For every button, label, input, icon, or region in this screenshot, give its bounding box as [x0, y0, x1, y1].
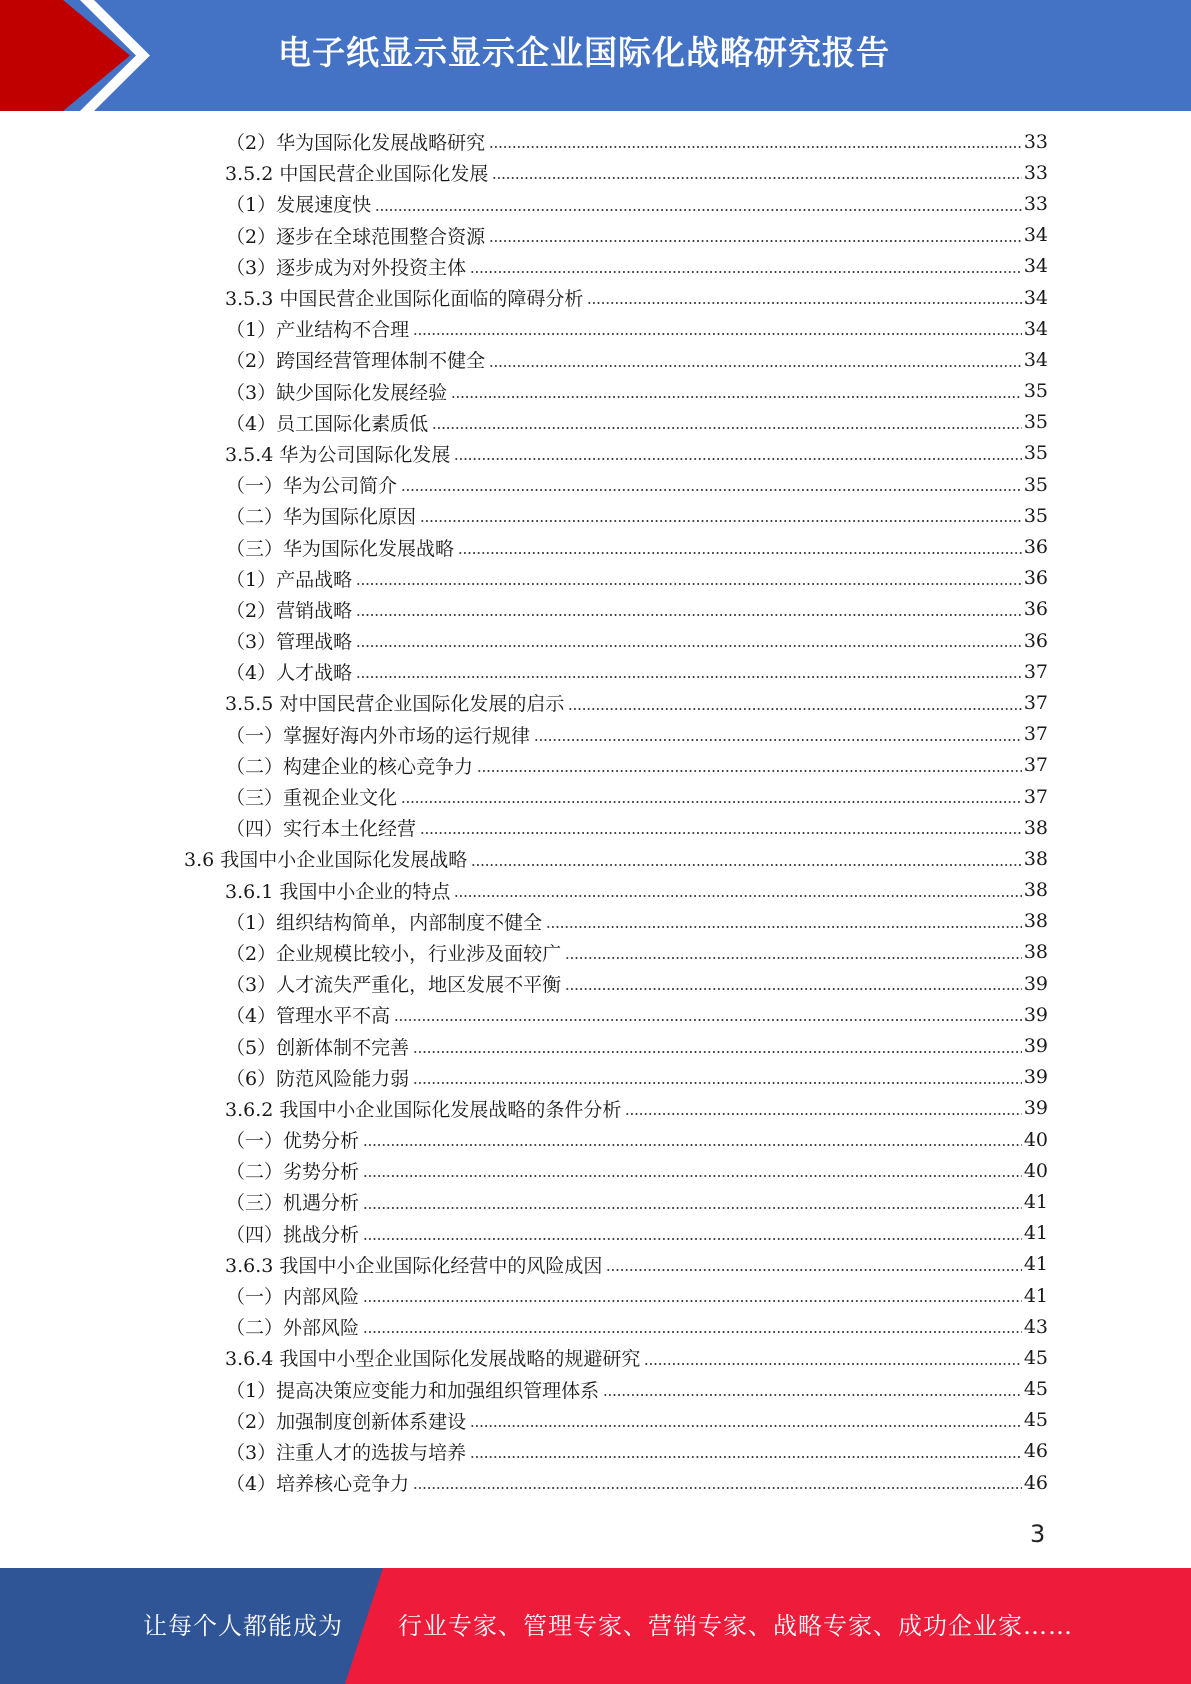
toc-entry[interactable]	[0, 1155, 1191, 1186]
toc-dot-leader	[356, 614, 1022, 616]
toc-dot-leader	[356, 583, 1022, 585]
toc-entry-page: 39	[1023, 972, 1048, 995]
toc-entry[interactable]	[0, 625, 1191, 656]
toc-entry-label: （4）人才战略	[226, 662, 353, 685]
toc-entry-page: 36	[1023, 629, 1048, 652]
toc-entry[interactable]	[0, 1124, 1191, 1155]
toc-entry-label: （一）内部风险	[226, 1286, 360, 1309]
toc-entry-page: 38	[1023, 941, 1048, 964]
toc-entry-label: （一）华为公司简介	[226, 475, 398, 498]
footer-slogan-left: 让每个人都能成为	[143, 1612, 343, 1640]
toc-entry[interactable]	[0, 1093, 1191, 1124]
toc-dot-leader	[413, 1487, 1022, 1489]
toc-entry-label: （1）提高决策应变能力和加强组织管理体系	[226, 1379, 600, 1402]
toc-entry-label: （四）挑战分析	[226, 1223, 360, 1246]
toc-entry-label: （二）华为国际化原因	[226, 506, 417, 529]
toc-entry[interactable]	[0, 1467, 1191, 1498]
toc-dot-leader	[356, 645, 1022, 647]
toc-entry-label: （二）劣势分析	[226, 1161, 360, 1184]
toc-entry-page: 38	[1023, 910, 1048, 933]
toc-dot-leader	[644, 1363, 1021, 1365]
toc-entry-label: 3.6.4 我国中小型企业国际化发展战略的规避研究	[225, 1348, 641, 1371]
toc-entry[interactable]	[0, 937, 1191, 968]
toc-entry-label: （2）跨国经营管理体制不健全	[226, 350, 486, 373]
toc-entry-page: 45	[1023, 1378, 1048, 1401]
toc-entry-page: 41	[1023, 1190, 1048, 1213]
toc-entry-label: 3.6.2 我国中小企业国际化发展战略的条件分析	[225, 1098, 622, 1121]
toc-entry-page: 36	[1023, 598, 1048, 621]
toc-entry[interactable]	[0, 594, 1191, 625]
toc-entry-page: 34	[1023, 224, 1048, 247]
toc-entry-label: （1）组织结构简单，内部制度不健全	[226, 911, 543, 934]
toc-entry[interactable]	[0, 1062, 1191, 1093]
toc-entry-page: 37	[1023, 754, 1048, 777]
toc-entry[interactable]	[0, 1342, 1191, 1373]
toc-dot-leader	[489, 240, 1022, 242]
toc-dot-leader	[451, 396, 1022, 398]
toc-entry-label: （4）管理水平不高	[226, 1005, 391, 1028]
toc-entry[interactable]	[0, 1249, 1191, 1280]
toc-entry[interactable]	[0, 220, 1191, 251]
toc-entry[interactable]	[0, 656, 1191, 687]
toc-entry-label: （2）加强制度创新体系建设	[226, 1410, 467, 1433]
toc-dot-leader	[470, 1456, 1022, 1458]
toc-entry[interactable]	[0, 1311, 1191, 1342]
toc-entry-label: 3.5.3 中国民营企业国际化面临的障碍分析	[225, 288, 584, 311]
toc-entry[interactable]	[0, 1280, 1191, 1311]
toc-entry-page: 36	[1023, 536, 1048, 559]
toc-dot-leader	[603, 1394, 1022, 1396]
toc-entry-page: 34	[1023, 317, 1048, 340]
toc-dot-leader	[565, 957, 1022, 959]
toc-dot-leader	[489, 365, 1022, 367]
document-title: 电子纸显示显示企业国际化战略研究报告	[278, 33, 890, 72]
toc-entry[interactable]	[0, 999, 1191, 1030]
toc-entry[interactable]	[0, 376, 1191, 407]
toc-dot-leader	[477, 770, 1022, 772]
toc-dot-leader	[363, 1238, 1022, 1240]
toc-entry-page: 35	[1023, 442, 1048, 465]
toc-entry-page: 38	[1023, 847, 1048, 870]
toc-entry-page: 34	[1023, 286, 1048, 309]
table-of-contents	[0, 126, 1191, 1498]
toc-entry-label: （2）华为国际化发展战略研究	[226, 132, 486, 155]
toc-entry-page: 36	[1023, 567, 1048, 590]
toc-dot-leader	[432, 427, 1022, 429]
toc-entry-label: （三）重视企业文化	[226, 787, 398, 810]
toc-entry[interactable]	[0, 781, 1191, 812]
toc-entry-page: 38	[1023, 816, 1048, 839]
toc-entry-page: 45	[1023, 1346, 1048, 1369]
toc-entry-page: 35	[1023, 473, 1048, 496]
toc-entry[interactable]	[0, 344, 1191, 375]
toc-entry-page: 39	[1023, 1003, 1048, 1026]
toc-entry-label: 3.5.5 对中国民营企业国际化发展的启示	[225, 693, 565, 716]
toc-entry[interactable]	[0, 438, 1191, 469]
toc-entry-page: 33	[1023, 192, 1048, 215]
toc-entry[interactable]	[0, 282, 1191, 313]
toc-entry-label: （3）人才流失严重化，地区发展不平衡	[226, 974, 562, 997]
toc-entry[interactable]	[0, 1218, 1191, 1249]
toc-dot-leader	[363, 1144, 1022, 1146]
toc-entry-page: 34	[1023, 348, 1048, 371]
toc-entry[interactable]	[0, 313, 1191, 344]
toc-entry-page: 41	[1023, 1284, 1048, 1307]
toc-dot-leader	[413, 1051, 1022, 1053]
footer-slogan-right: 行业专家、管理专家、营销专家、战略专家、成功企业家……	[398, 1612, 1073, 1640]
toc-entry-page: 46	[1023, 1471, 1048, 1494]
toc-entry-label: （2）企业规模比较小，行业涉及面较广	[226, 942, 562, 965]
toc-dot-leader	[420, 520, 1022, 522]
toc-entry[interactable]	[0, 407, 1191, 438]
toc-entry-label: （2）营销战略	[226, 599, 353, 622]
toc-entry-label: （四）实行本土化经营	[226, 818, 417, 841]
toc-entry-page: 34	[1023, 255, 1048, 278]
toc-entry-page: 46	[1023, 1440, 1048, 1463]
toc-entry-page: 39	[1023, 1035, 1048, 1058]
toc-dot-leader	[568, 708, 1021, 710]
toc-entry-label: 3.6.1 我国中小企业的特点	[225, 880, 451, 903]
toc-dot-leader	[492, 177, 1021, 179]
toc-entry[interactable]	[0, 1405, 1191, 1436]
page-header	[0, 0, 1191, 111]
toc-entry-page: 38	[1023, 879, 1048, 902]
toc-dot-leader	[458, 552, 1022, 554]
toc-entry-page: 41	[1023, 1253, 1048, 1276]
toc-dot-leader	[454, 895, 1021, 897]
toc-dot-leader	[420, 832, 1022, 834]
toc-dot-leader	[363, 1331, 1022, 1333]
toc-entry-page: 39	[1023, 1066, 1048, 1089]
toc-entry-page: 35	[1023, 504, 1048, 527]
page-footer	[0, 1568, 1191, 1684]
toc-dot-leader	[401, 801, 1022, 803]
toc-entry-label: 3.5.4 华为公司国际化发展	[225, 443, 451, 466]
toc-dot-leader	[401, 489, 1022, 491]
toc-dot-leader	[489, 146, 1022, 148]
toc-entry[interactable]	[0, 906, 1191, 937]
toc-entry[interactable]	[0, 1186, 1191, 1217]
toc-entry-label: （5）创新体制不完善	[226, 1036, 410, 1059]
toc-entry-label: （二）外部风险	[226, 1317, 360, 1340]
toc-entry[interactable]	[0, 875, 1191, 906]
toc-entry-label: （一）优势分析	[226, 1130, 360, 1153]
toc-entry[interactable]	[0, 812, 1191, 843]
toc-dot-leader	[534, 739, 1022, 741]
toc-dot-leader	[413, 333, 1022, 335]
toc-entry[interactable]	[0, 188, 1191, 219]
toc-dot-leader	[413, 1082, 1022, 1084]
toc-dot-leader	[470, 271, 1022, 273]
toc-entry-label: （1）发展速度快	[226, 194, 372, 217]
toc-entry-page: 37	[1023, 660, 1048, 683]
toc-entry-label: （4）培养核心竞争力	[226, 1473, 410, 1496]
toc-entry-page: 35	[1023, 411, 1048, 434]
toc-entry-page: 33	[1023, 161, 1048, 184]
toc-entry-page: 37	[1023, 785, 1048, 808]
toc-entry[interactable]	[0, 469, 1191, 500]
toc-entry-label: 3.6 我国中小企业国际化发展战略	[184, 849, 468, 872]
toc-entry-label: （3）缺少国际化发展经验	[226, 381, 448, 404]
toc-entry-label: （3）逐步成为对外投资主体	[226, 256, 467, 279]
toc-entry-label: 3.5.2 中国民营企业国际化发展	[225, 163, 489, 186]
toc-entry-page: 37	[1023, 723, 1048, 746]
toc-entry[interactable]	[0, 500, 1191, 531]
toc-entry-label: （3）注重人才的选拔与培养	[226, 1441, 467, 1464]
toc-dot-leader	[546, 926, 1022, 928]
toc-dot-leader	[606, 1269, 1021, 1271]
toc-entry[interactable]	[0, 251, 1191, 282]
toc-entry-label: （1）产业结构不合理	[226, 319, 410, 342]
toc-entry-label: （4）员工国际化素质低	[226, 412, 429, 435]
toc-dot-leader	[363, 1175, 1022, 1177]
toc-entry-label: （6）防范风险能力弱	[226, 1067, 410, 1090]
toc-dot-leader	[363, 1207, 1022, 1209]
toc-entry[interactable]	[0, 126, 1191, 157]
header-arrow-decoration	[0, 0, 160, 111]
toc-dot-leader	[454, 458, 1021, 460]
toc-entry-label: （三）机遇分析	[226, 1192, 360, 1215]
toc-entry[interactable]	[0, 843, 1191, 874]
toc-entry[interactable]	[0, 750, 1191, 781]
toc-entry[interactable]	[0, 563, 1191, 594]
toc-entry[interactable]	[0, 968, 1191, 999]
toc-entry-label: （三）华为国际化发展战略	[226, 537, 455, 560]
toc-entry-page: 45	[1023, 1409, 1048, 1432]
page-number: 3	[1030, 1520, 1046, 1548]
toc-entry[interactable]	[0, 1030, 1191, 1061]
toc-dot-leader	[356, 676, 1022, 678]
toc-entry-label: 3.6.3 我国中小企业国际化经营中的风险成因	[225, 1254, 603, 1277]
toc-entry-page: 40	[1023, 1159, 1048, 1182]
toc-entry-label: （一）掌握好海内外市场的运行规律	[226, 724, 531, 747]
toc-entry-label: （1）产品战略	[226, 568, 353, 591]
toc-entry-label: （2）逐步在全球范围整合资源	[226, 225, 486, 248]
toc-entry-page: 39	[1023, 1097, 1048, 1120]
toc-dot-leader	[471, 864, 1022, 866]
toc-entry-label: （3）管理战略	[226, 631, 353, 654]
toc-dot-leader	[394, 1019, 1022, 1021]
toc-entry-label: （二）构建企业的核心竞争力	[226, 755, 474, 778]
toc-entry[interactable]	[0, 719, 1191, 750]
toc-entry-page: 41	[1023, 1222, 1048, 1245]
toc-entry-page: 43	[1023, 1315, 1048, 1338]
toc-entry-page: 33	[1023, 130, 1048, 153]
toc-dot-leader	[565, 988, 1022, 990]
toc-entry[interactable]	[0, 1374, 1191, 1405]
toc-dot-leader	[587, 302, 1021, 304]
toc-entry-page: 35	[1023, 380, 1048, 403]
toc-entry-page: 40	[1023, 1128, 1048, 1151]
toc-dot-leader	[375, 209, 1022, 211]
toc-entry[interactable]	[0, 157, 1191, 188]
toc-entry[interactable]	[0, 531, 1191, 562]
toc-dot-leader	[625, 1113, 1021, 1115]
toc-dot-leader	[470, 1425, 1022, 1427]
toc-entry[interactable]	[0, 1436, 1191, 1467]
toc-entry[interactable]	[0, 687, 1191, 718]
toc-entry-page: 37	[1023, 691, 1048, 714]
toc-dot-leader	[363, 1300, 1022, 1302]
